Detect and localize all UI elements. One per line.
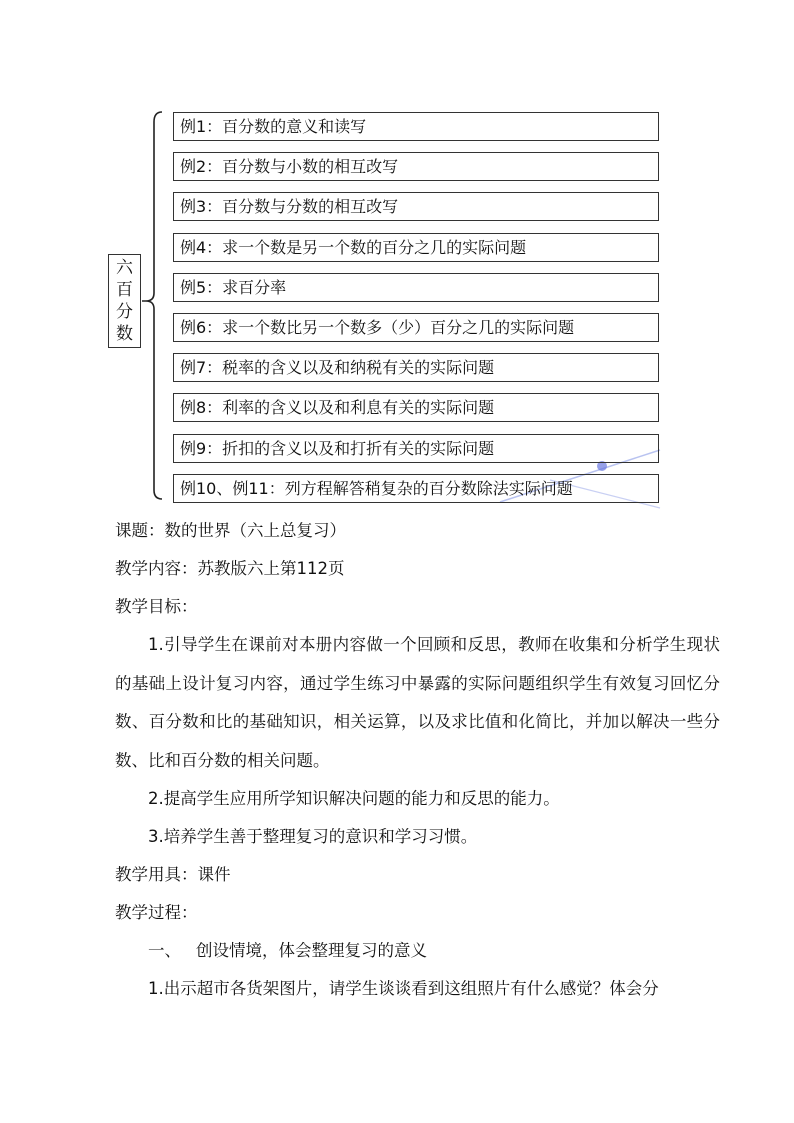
content-line: 教学内容：苏教版六上第112页 bbox=[115, 559, 345, 578]
chapter-char: 数 bbox=[116, 324, 133, 344]
lesson-box: 例1：百分数的意义和读写 bbox=[173, 112, 659, 141]
lesson-plan-text bbox=[115, 512, 720, 1008]
lesson-box: 例2：百分数与小数的相互改写 bbox=[173, 152, 659, 181]
lesson-box: 例9：折扣的含义以及和打折有关的实际问题 bbox=[173, 434, 659, 463]
topic-line: 课题：数的世界（六上总复习） bbox=[115, 521, 346, 540]
chapter-char: 分 bbox=[116, 302, 133, 322]
lesson-box: 例3：百分数与分数的相互改写 bbox=[173, 192, 659, 221]
lesson-list bbox=[173, 112, 659, 514]
lesson-box: 例6：求一个数比另一个数多（少）百分之几的实际问题 bbox=[173, 313, 659, 342]
goal-paragraph-1: 1.引导学生在课前对本册内容做一个回顾和反思，教师在收集和分析学生现状的基础上设计复习内容，通过学生练习中暴露的实际问题组织学生有效复习回忆分数、百分数和比的基础知识，相关运算，以及求比值和化简比，并加以解决一些分数、比和百分数的相关问题。 bbox=[115, 635, 720, 770]
process-heading: 教学过程： bbox=[115, 903, 198, 922]
chapter-char: 百 bbox=[116, 280, 133, 300]
step-1-number: 一、 bbox=[148, 941, 181, 960]
tools-line: 教学用具：课件 bbox=[115, 865, 231, 884]
lesson-box: 例10、例11：列方程解答稍复杂的百分数除法实际问题 bbox=[173, 474, 659, 503]
lesson-box: 例8：利率的含义以及和利息有关的实际问题 bbox=[173, 393, 659, 422]
lesson-box: 例7：税率的含义以及和纳税有关的实际问题 bbox=[173, 353, 659, 382]
chapter-char: 六 bbox=[116, 258, 133, 278]
goals-heading: 教学目标： bbox=[115, 597, 198, 616]
step-1-text: 创设情境，体会整理复习的意义 bbox=[196, 941, 427, 960]
chapter-label-box bbox=[108, 254, 141, 348]
step-1-item-1: 1.出示超市各货架图片，请学生谈谈看到这组照片有什么感觉？体会分 bbox=[148, 979, 659, 998]
goal-paragraph-3: 3.培养学生善于整理复习的意识和学习习惯。 bbox=[148, 827, 478, 846]
lesson-box: 例4：求一个数是另一个数的百分之几的实际问题 bbox=[173, 233, 659, 262]
lesson-box: 例5：求百分率 bbox=[173, 273, 659, 302]
step-1-heading bbox=[115, 932, 720, 970]
goal-paragraph-2: 2.提高学生应用所学知识解决问题的能力和反思的能力。 bbox=[148, 789, 560, 808]
